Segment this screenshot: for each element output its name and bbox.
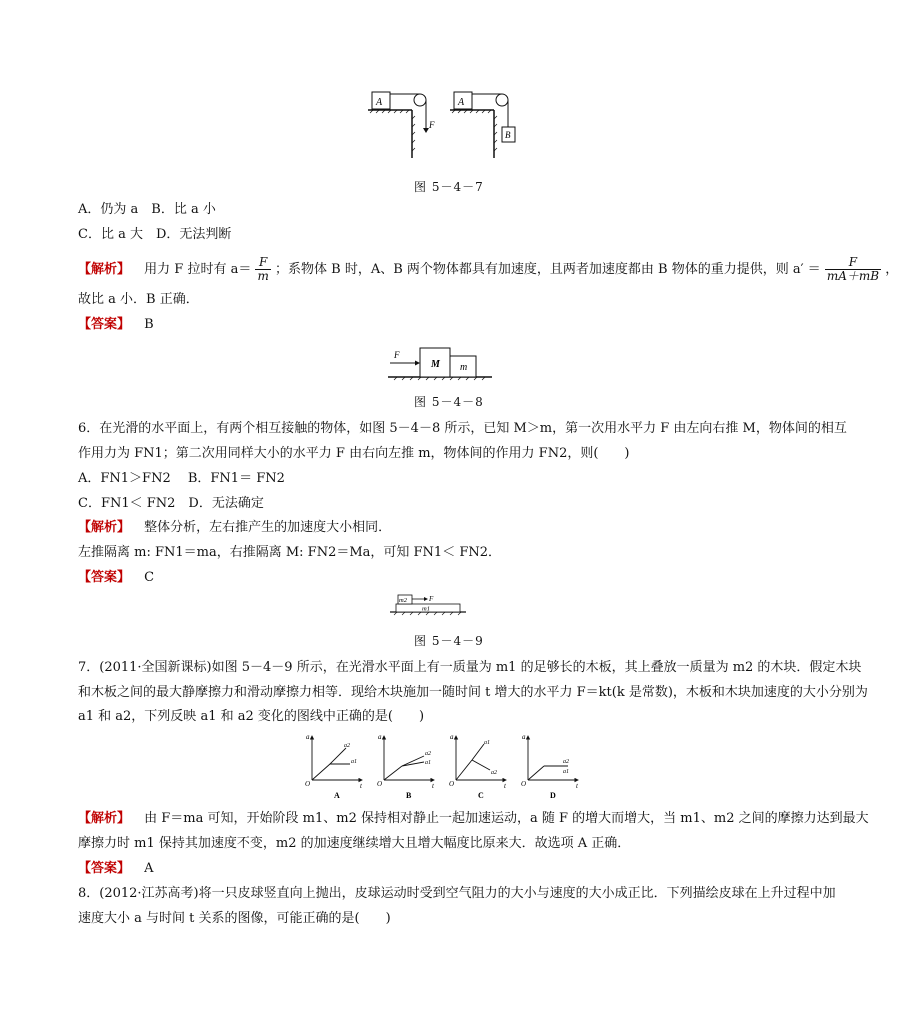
label-b: B [505,130,511,140]
q5-analysis [78,256,898,283]
q5-options-line1: A．仍为 a B．比 a 小 [78,202,216,217]
label-a-right: A [458,97,465,108]
label-f: F [429,120,435,130]
fraction-f-over-ma-mb: $\frac{F}{mA+mB}$ [826,255,880,283]
svg-text:a1: a1 [484,740,490,746]
q8-stem-line1: 8．(2012·江苏高考)将一只皮球竖直向上抛出，皮球运动时受到空气阻力的大小与速度的大小成正比．下列描绘皮球在上升过程中加 [78,886,836,901]
figure-caption-5-4-7: 图 5－4－7 [414,180,484,194]
figure-caption-5-4-8: 图 5－4－8 [414,395,484,409]
q7-answer [78,861,154,877]
pulley-right [496,94,508,106]
figure-5-4-9 [390,592,470,616]
graph-d [521,733,579,800]
svg-text:A: A [334,791,340,800]
analysis-tag: 【解析】 [78,262,131,277]
answer-value: B [144,317,154,332]
answer-value: A [144,861,154,876]
answer-value: C [144,570,155,585]
q6-stem-line2: 作用力为 FN1；第二次用同样大小的水平力 F 由右向左推 m，物体间的作用力 FN2，则( ) [78,446,630,461]
svg-text:t: t [576,782,578,790]
q7-analysis-line2: 摩擦力时 m1 保持其加速度不变，m2 的加速度继续增大且增大幅度比原来大．故选项 A 正确． [78,836,631,851]
svg-text:a2: a2 [491,770,497,776]
label-a-left: A [376,97,383,108]
svg-text:O: O [305,780,311,788]
q6-options-line2: C．FN1＜ FN2 D．无法确定 [78,496,264,511]
q5-options-line2: C．比 a 大 D．无法判断 [78,227,232,242]
svg-text:m1: m1 [422,605,430,613]
q5-analysis-text-2: ；系物体 B 时，A、B 两个物体都具有加速度，且两者加速度都由 B 物体的重力提供，则 a′ ＝ [275,262,821,277]
q7-stem-line1: 7．(2011·全国新课标)如图 5－4－9 所示，在光滑水平面上有一质量为 m1 的足够长的木板，其上叠放一质量为 m2 的木块．假定木块 [78,660,862,675]
svg-text:m2: m2 [399,597,407,604]
answer-tag: 【答案】 [78,861,131,876]
figure-5-4-8 [388,342,498,382]
svg-text:a1: a1 [425,760,431,766]
svg-text:t: t [504,782,506,790]
svg-text:a: a [306,733,310,741]
analysis-tag: 【解析】 [78,520,131,535]
svg-text:a2: a2 [563,759,569,765]
svg-text:O: O [449,780,455,788]
svg-text:a1: a1 [563,769,569,775]
graph-c [449,733,507,800]
q6-analysis-line2: 左推隔离 m: FN1＝ma，右推隔离 M: FN2＝Ma，可知 FN1＜ FN2． [78,545,501,560]
svg-text:m: m [460,362,468,373]
analysis-tag: 【解析】 [78,811,131,826]
svg-text:D: D [550,791,556,800]
svg-text:a: a [450,733,454,741]
q5-analysis-text-1: 用力 F 拉时有 a＝ [144,262,252,277]
q7-stem-line2: 和木板之间的最大静摩擦力和滑动摩擦力相等．现给木块施加一随时间 t 增大的水平力 F＝kt(k 是常数)，木板和木块加速度的大小分别为 [78,685,868,700]
q5-analysis-text-3: ， [885,262,898,277]
q7-option-graphs [300,730,590,802]
svg-text:t: t [360,782,362,790]
svg-text:O: O [377,780,383,788]
svg-text:B: B [406,791,412,800]
svg-text:F: F [394,350,400,360]
svg-text:F: F [429,595,434,603]
svg-text:a1: a1 [351,759,357,765]
q6-options-line1: A．FN1＞FN2 B．FN1＝ FN2 [78,471,285,486]
answer-tag: 【答案】 [78,317,131,332]
figure-5-4-7 [362,84,522,164]
pulley-left [414,94,426,106]
q6-analysis-line1: 【解析】 整体分析，左右推产生的加速度大小相同． [78,520,392,535]
svg-text:M: M [431,359,440,370]
svg-text:t: t [432,782,434,790]
q6-stem-line1: 6．在光滑的水平面上，有两个相互接触的物体，如图 5－4－8 所示，已知 M＞m，第一次用水平力 F 由左向右推 M，物体间的相互 [78,421,847,436]
svg-text:a2: a2 [344,743,350,749]
q7-stem-line3: a1 和 a2，下列反映 a1 和 a2 变化的图线中正确的是( ) [78,709,425,724]
svg-text:a2: a2 [425,751,431,757]
svg-text:O: O [521,780,527,788]
figure-caption-5-4-9: 图 5－4－9 [414,634,484,648]
q5-analysis-line2: 故比 a 小．B 正确． [78,292,199,307]
q6-answer [78,570,154,586]
q5-answer [78,317,154,333]
answer-tag: 【答案】 [78,570,131,585]
svg-text:C: C [478,791,484,800]
fraction-f-over-m: $\frac{F}{m}$ [257,255,269,283]
q8-stem-line2: 速度大小 a 与时间 t 关系的图像，可能正确的是( ) [78,911,391,926]
svg-text:a: a [522,733,526,741]
svg-text:a: a [378,733,382,741]
q7-analysis-line1: 【解析】 由 F＝ma 可知，开始阶段 m1、m2 保持相对静止一起加速运动，a 随 F 的增大而增大，当 m1、m2 之间的摩擦力达到最大 [78,811,869,826]
graph-b [377,733,435,800]
graph-a [305,733,363,800]
